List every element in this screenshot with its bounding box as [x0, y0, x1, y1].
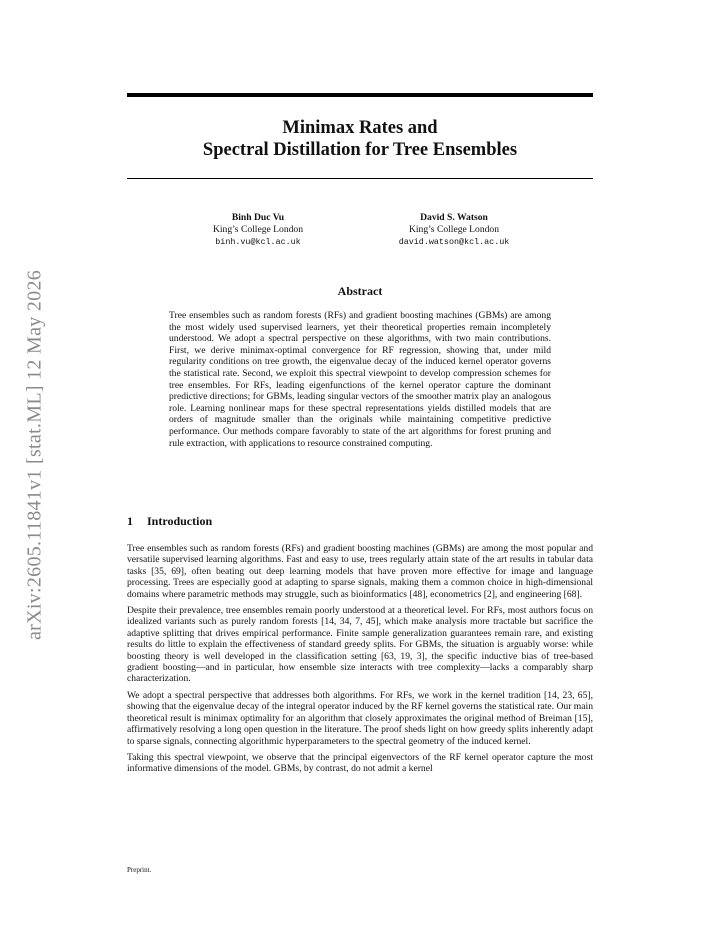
abstract-heading: Abstract: [337, 284, 383, 298]
title-line-2: Spectral Distillation for Tree Ensembles: [202, 140, 518, 160]
title-bottom-rule: [127, 178, 593, 179]
author-email: david.watson@kcl.ac.uk: [398, 237, 510, 247]
author-name: Binh Duc Vu: [231, 212, 285, 223]
author-affiliation: King’s College London: [212, 224, 304, 235]
paragraph: Tree ensembles such as random forests (RFs) and gradient boosting machines (GBMs) are among the most popular and versatile supervised learning algorithms. Fast and easy to use, trees regularly attain state of the art results in tabular data tasks [35, 69], often beating out deep learning models that have proven more effective for image and language processing. Trees are especially good at adapting to sparse signals, making them a common choice in high-dimensional domains where parametric methods may struggle, such as bioinformatics [48], econometrics [2], and engineering [68].: [127, 543, 593, 600]
section-number: 1: [127, 514, 133, 528]
abstract-text: Tree ensembles such as random forests (RFs) and gradient boosting machines (GBMs) are among the most widely used supervised learners, yet their theoretical properties remain incompletely understood. We adopt a spectral perspective on these algorithms, with two main contributions. First, we derive minimax-optimal convergence for RF regression, showing that, under mild regularity conditions on tree growth, the eigenvalue decay of the induced kernel operator governs the statistical rate. Second, we exploit this spectral viewpoint to develop compression schemes for tree ensembles. For RFs, leading eigenfunctions of the kernel operator capture the dominant predictive directions; for GBMs, leading singular vectors of the smoother matrix play an analogous role. Learning nonlinear maps for these spectral representations yields distilled models that are orders of magnitude smaller than the originals while maintaining competitive predictive performance. Our methods compare favorably to state of the art algorithms for forest pruning and rule extraction, with applications to resource constrained computing.: [169, 310, 551, 449]
paragraph: Despite their prevalence, tree ensembles remain poorly understood at a theoretical level. For RFs, most authors focus on idealized variants such as purely random forests [14, 34, 7, 45], which make analysis more tractable but sacrifice the adaptive splitting that drives empirical performance. Finite sample generalization guarantees remain rare, and existing results do little to explain the effectiveness of standard greedy splits. For GBMs, the situation is arguably worse: while boosting theory is well developed in the classification setting [63, 19, 3], the specific inductive bias of tree-based gradient boosting—and in particular, how ensemble size interacts with tree complexity—lacks a comparably sharp characterization.: [127, 605, 593, 685]
footer-note: Preprint.: [127, 866, 152, 874]
author-affiliation: King’s College London: [408, 224, 500, 235]
paper-title: [127, 117, 593, 161]
title-top-rule: [127, 93, 593, 97]
author-block-2: [364, 212, 544, 248]
section-title: Introduction: [147, 514, 213, 528]
author-email: binh.vu@kcl.ac.uk: [215, 237, 301, 247]
body-text: [127, 543, 593, 780]
arxiv-identifier: arXiv:2605.11841v1 [stat.ML] 12 May 2026: [23, 269, 46, 641]
title-line-1: Minimax Rates and: [282, 118, 438, 138]
paragraph: Taking this spectral viewpoint, we observe that the principal eigenvectors of the RF kernel operator capture the most informative dimensions of the model. GBMs, by contrast, do not admit a kernel: [127, 751, 593, 775]
author-name: David S. Watson: [420, 212, 488, 223]
section-heading: [127, 514, 212, 529]
paragraph: We adopt a spectral perspective that addresses both algorithms. For RFs, we work in the kernel tradition [14, 23, 65], showing that the eigenvalue decay of the integral operator induced by the RF kernel governs the statistical rate. Our main theoretical result is minimax optimality for an algorithm that closely approximates the original method of Breiman [15], affirmatively resolving a long open question in the literature. The proof sheds light on how greedy splits inherently adapt to sparse signals, connecting algorithmic hyperparameters to the spectral geometry of the induced kernel.: [127, 689, 593, 747]
author-block-1: [168, 212, 348, 248]
